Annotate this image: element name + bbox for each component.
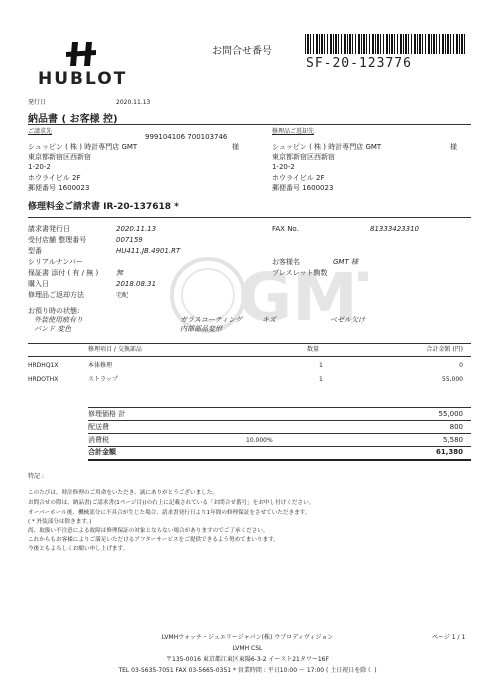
- tax-label: 消費税: [88, 436, 109, 444]
- barcode: [305, 34, 465, 54]
- row-code: HRDOTHX: [28, 376, 59, 383]
- detail-label: 型番: [28, 247, 42, 255]
- billing-name: シュッピン ( 株 ) 時計専門店 GMT: [28, 143, 138, 151]
- detail-value: 宅配: [116, 292, 129, 299]
- return-addr2: 1-20-2: [272, 163, 295, 171]
- return-honorific: 様: [450, 143, 457, 151]
- billing-zip: 郵便番号 1600023: [28, 184, 90, 192]
- footer-address: 〒135-0016 東京都江東区東陽6-3-2 イースト21タワー16F: [166, 656, 329, 663]
- col-header-item: 修理項目 / 交換部品: [88, 346, 142, 353]
- return-name: シュッピン ( 株 ) 時計専門店 GMT: [272, 143, 382, 151]
- inquiry-label: お問合せ番号: [212, 46, 272, 57]
- svg-text:GMT: GM: [238, 259, 358, 336]
- condition-item: ガラスコーティング: [180, 316, 243, 324]
- row-amount: 55,000: [442, 376, 463, 383]
- totals-line: [88, 420, 471, 421]
- billing-ids: 999104106 700103746: [145, 133, 228, 141]
- detail-label: 受付店舗 整理番号: [28, 236, 87, 244]
- return-label: 修理品ご返却先: [272, 128, 315, 135]
- table-header-line: [28, 356, 471, 357]
- billing-addr2: 1-20-2: [28, 163, 51, 171]
- note-line: オーバーホール後、機械部分に不具合が生じた場合、請求書発行日より1年間の修理保証をさせていただきます。: [28, 510, 311, 516]
- footer-company: LVMHウォッチ・ジュエリージャパン(株) ウブロディヴィジョン: [161, 634, 334, 641]
- condition-item: 内部部品変形: [180, 325, 222, 333]
- detail-value: 無: [116, 269, 123, 277]
- invoice-title: 修理料金ご請求書 IR-20-137618 *: [28, 202, 179, 212]
- condition-item: キズ: [262, 316, 276, 324]
- return-addr1: 東京都新宿区西新宿: [272, 153, 335, 161]
- condition-item: バンド 変色: [34, 325, 72, 333]
- totals-line: [88, 407, 471, 408]
- customer-value: GMT 様: [333, 258, 358, 266]
- tax-value: 5,580: [442, 436, 463, 444]
- divider: [28, 124, 471, 125]
- col-header-amount: 合計金額 (円): [426, 346, 463, 353]
- shipping-value: 800: [449, 423, 463, 431]
- detail-value: 007159: [116, 236, 143, 244]
- row-code: HRDHQ1X: [28, 362, 59, 369]
- issue-date-value: 2020.11.13: [116, 99, 151, 106]
- row-name: ストラップ: [88, 376, 118, 383]
- customer-label: お客様名: [272, 258, 300, 266]
- row-amount: 0: [459, 362, 463, 369]
- note-line: お問合せの際は、納品書(ご請求書(1ページ目))の右上に記載されている「お問合せ番号」をお申し付けください。: [28, 500, 315, 506]
- table-top-line: [28, 343, 471, 344]
- tax-rate: 10.000%: [246, 437, 273, 444]
- document-title: 納品書 ( お客様 控): [28, 114, 118, 125]
- billing-label: ご請求先: [28, 128, 53, 135]
- note-line: このたびは、時計修理のご用命をいただき、誠にありがとうございました。: [28, 490, 218, 496]
- total-line: [88, 459, 471, 461]
- logo-text: HUBLOT: [38, 69, 128, 89]
- fax-value: 81333423310: [370, 225, 419, 233]
- hublot-logo: [36, 38, 126, 88]
- note-line: 尚、取扱い不注意による故障は修理保証の対象とならない場合がありますのでご了承ください。: [28, 528, 269, 534]
- condition-label: お預り時の状態:: [28, 307, 80, 315]
- total-label: 合計金額: [88, 448, 116, 456]
- detail-value: HU411.JB.4901.RT: [116, 247, 181, 255]
- subtotal-label: 修理価格 計: [88, 410, 126, 418]
- detail-label: 修理品ご返却方法: [28, 291, 84, 299]
- return-addr3: ホウライビル 2F: [272, 174, 325, 182]
- bracelet-label: ブレスレット駒数: [272, 269, 328, 277]
- detail-label: シリアルナンバー: [28, 258, 83, 266]
- row-qty: 1: [319, 376, 323, 383]
- shipping-label: 配送費: [88, 423, 109, 431]
- total-value: 61,380: [435, 448, 463, 456]
- divider: [28, 217, 471, 218]
- subtotal-value: 55,000: [438, 410, 463, 418]
- billing-addr1: 東京都新宿区西新宿: [28, 153, 91, 161]
- totals-line: [88, 446, 471, 447]
- row-qty: 1: [319, 362, 323, 369]
- detail-label: 請求書発行日: [28, 225, 70, 233]
- note-line: 今後ともよろしくお願い申し上げます。: [28, 546, 129, 552]
- condition-item: 外装使用痕有り: [34, 316, 83, 324]
- footer-contact: TEL 03-5635-7051 FAX 03-5665-0351 * 営業時間 : 平日10:00 ～ 17:00 ( 土日祝日を除く ): [118, 667, 377, 674]
- note-line: これからもお客様によりご満足いただけるアフターサービスをご提供できるよう努めてまいります。: [28, 537, 279, 543]
- hublot-h-icon: [36, 38, 126, 70]
- detail-label: 保証書 添付 ( 有 / 無 ): [28, 269, 99, 277]
- fax-label: FAX No.: [272, 225, 299, 233]
- issue-date-label: 発行日: [28, 99, 47, 106]
- detail-value: 2018.08.31: [116, 280, 157, 288]
- detail-value: 2020.11.13: [116, 225, 157, 233]
- totals-line: [88, 433, 471, 434]
- footer-sub: LVMH CSL: [232, 645, 263, 652]
- return-zip: 郵便番号 1600023: [272, 184, 334, 192]
- row-name: 本体修理: [88, 362, 113, 369]
- note-line: ( * 外装部分は除きます。): [28, 519, 92, 525]
- inquiry-number: SF-20-123776: [306, 56, 412, 71]
- billing-honorific: 様: [232, 143, 239, 151]
- billing-addr3: ホウライビル 2F: [28, 174, 81, 182]
- condition-item: ベゼル欠け: [330, 316, 365, 324]
- footer-page: ページ 1 / 1: [432, 634, 466, 641]
- col-header-qty: 数量: [307, 346, 320, 353]
- notes-label: 特記 :: [28, 473, 44, 480]
- detail-label: 購入日: [28, 280, 49, 288]
